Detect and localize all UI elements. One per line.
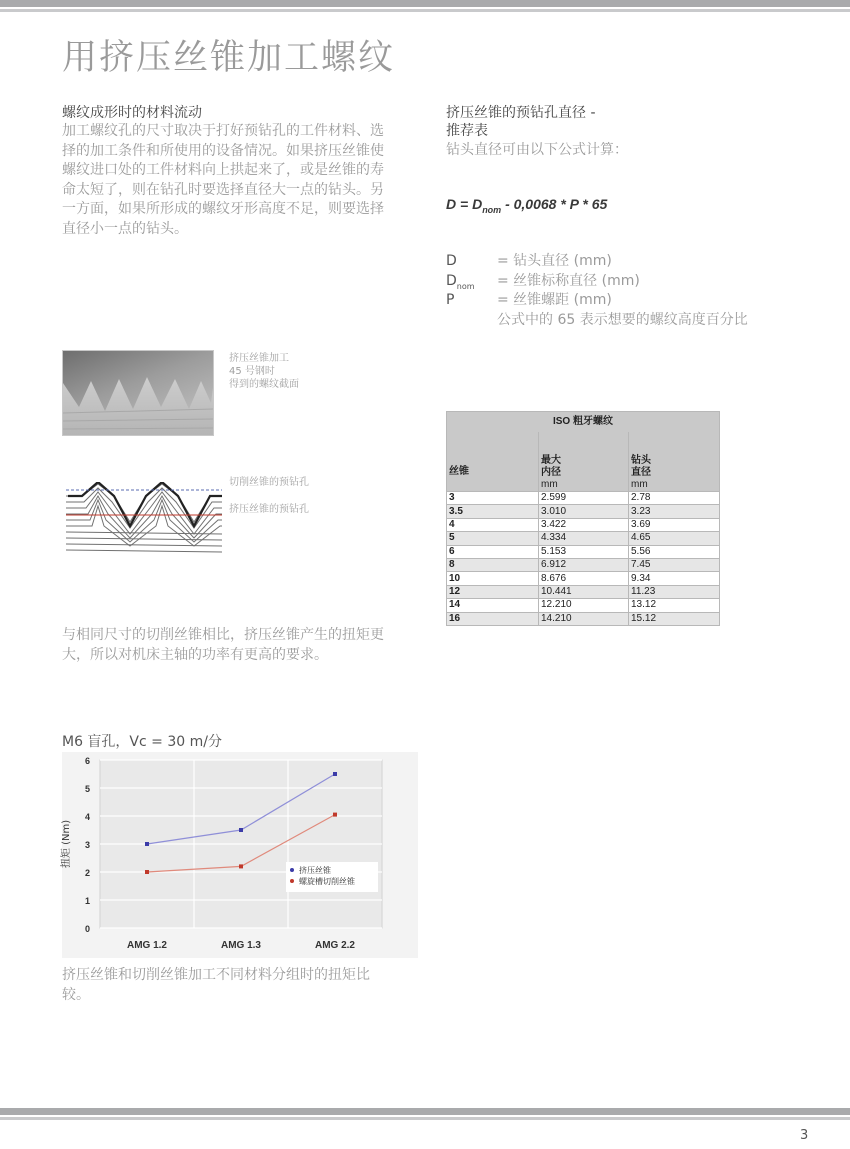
label-form-tap-hole: 挤压丝锥的预钻孔 bbox=[229, 504, 309, 515]
x-tick-label: AMG 1.2 bbox=[126, 940, 168, 951]
flow-line: 螺纹进口处的工件材料向上拱起来了，或是丝锥的寿 bbox=[62, 162, 384, 178]
cell-drill-dia: 3.23 bbox=[629, 505, 720, 518]
header-spacer bbox=[449, 478, 536, 491]
header-drill-dia bbox=[629, 432, 720, 492]
table-row bbox=[447, 505, 720, 518]
cell-tap-size: 8 bbox=[447, 558, 539, 571]
cell-max-minor-dia: 6.912 bbox=[539, 558, 629, 571]
cell-tap-size: 3 bbox=[447, 492, 539, 505]
table-body bbox=[447, 492, 720, 626]
bottom-rule bbox=[0, 1108, 850, 1115]
cell-max-minor-dia: 8.676 bbox=[539, 572, 629, 585]
header-line: 直径 bbox=[631, 467, 651, 478]
flow-paragraph bbox=[62, 122, 432, 239]
y-tick-label: 2 bbox=[84, 868, 90, 878]
definition-row bbox=[446, 252, 806, 272]
table-row bbox=[447, 585, 720, 598]
header-tap-text: 丝锥 bbox=[449, 466, 469, 477]
table-row bbox=[447, 545, 720, 558]
cell-drill-dia: 9.34 bbox=[629, 572, 720, 585]
formula-lhs: D = D bbox=[446, 196, 483, 212]
cell-tap-size: 6 bbox=[447, 545, 539, 558]
cell-drill-dia: 11.23 bbox=[629, 585, 720, 598]
definition-row bbox=[446, 272, 806, 292]
table-row bbox=[447, 599, 720, 612]
formula-rhs: - 0,0068 * P * 65 bbox=[501, 196, 608, 212]
cell-tap-size: 10 bbox=[447, 572, 539, 585]
formula-definitions bbox=[446, 252, 806, 330]
table-row bbox=[447, 612, 720, 625]
cell-drill-dia: 15.12 bbox=[629, 612, 720, 625]
cell-drill-dia: 3.69 bbox=[629, 518, 720, 531]
cell-max-minor-dia: 14.210 bbox=[539, 612, 629, 625]
definition-symbol bbox=[446, 252, 457, 272]
cell-drill-dia: 7.45 bbox=[629, 558, 720, 571]
data-point bbox=[145, 842, 149, 846]
data-point bbox=[145, 870, 149, 874]
chart-caption bbox=[62, 966, 432, 1005]
label-cut-tap-hole: 切削丝锥的预钻孔 bbox=[229, 477, 309, 488]
symbol-text: P bbox=[446, 292, 455, 308]
torque-paragraph bbox=[62, 626, 432, 665]
legend-marker bbox=[290, 868, 294, 872]
definition-row bbox=[446, 311, 806, 331]
symbol-text: D bbox=[446, 253, 457, 269]
legend-label: 螺旋槽切削丝锥 bbox=[299, 877, 355, 886]
cell-max-minor-dia: 3.010 bbox=[539, 505, 629, 518]
caption-line: 45 号钢时 bbox=[229, 366, 275, 377]
cell-drill-dia: 2.78 bbox=[629, 492, 720, 505]
flow-line: 择的加工条件和所使用的设备情况。如果挤压丝锥使 bbox=[62, 142, 384, 159]
header-unit: mm bbox=[541, 479, 558, 490]
chart-heading: M6 盲孔，Vc = 30 m/分 bbox=[62, 734, 222, 750]
y-tick-label: 1 bbox=[84, 896, 90, 906]
photo-caption bbox=[229, 352, 299, 391]
flow-line: 直径小一点的钻头。 bbox=[62, 220, 188, 237]
flow-line: 一方面，如果所形成的螺纹牙形高度不足，则要选择 bbox=[62, 201, 384, 217]
cell-tap-size: 16 bbox=[447, 612, 539, 625]
cell-drill-dia: 5.56 bbox=[629, 545, 720, 558]
table-row bbox=[447, 558, 720, 571]
torque-line: 大，所以对机床主轴的功率有更高的要求。 bbox=[62, 646, 328, 663]
table-row bbox=[447, 518, 720, 531]
header-line: 内径 bbox=[541, 467, 561, 478]
definition-text: = 丝锥螺距 (mm) bbox=[497, 292, 612, 308]
definition-text: = 钻头直径 (mm) bbox=[497, 253, 612, 269]
flow-line: 加工螺纹孔的尺寸取决于打好预钻孔的工件材料、选 bbox=[62, 123, 384, 139]
torque-chart bbox=[56, 752, 418, 960]
cell-max-minor-dia: 2.599 bbox=[539, 492, 629, 505]
definition-row bbox=[446, 291, 806, 311]
table-title: ISO 粗牙螺纹 bbox=[447, 412, 720, 432]
cell-tap-size: 14 bbox=[447, 599, 539, 612]
caption-line: 挤压丝锥加工 bbox=[229, 353, 289, 364]
y-tick-label: 0 bbox=[84, 924, 90, 934]
pre-drill-diagram bbox=[62, 482, 227, 560]
header-unit: mm bbox=[631, 479, 648, 490]
formula-subscript: nom bbox=[482, 204, 502, 215]
drill-formula bbox=[446, 196, 607, 215]
definition-symbol bbox=[446, 291, 454, 311]
data-point bbox=[333, 813, 337, 817]
legend-label: 挤压丝锥 bbox=[299, 866, 331, 875]
cell-tap-size: 5 bbox=[447, 532, 539, 545]
chart-caption-line: 较。 bbox=[62, 986, 90, 1003]
cell-drill-dia: 4.65 bbox=[629, 532, 720, 545]
table-row bbox=[447, 492, 720, 505]
header-line: 钻头 bbox=[631, 455, 651, 466]
y-tick-label: 4 bbox=[84, 812, 90, 822]
y-tick-label: 5 bbox=[84, 784, 90, 794]
torque-line: 与相同尺寸的切削丝锥相比，挤压丝锥产生的扭矩更 bbox=[62, 627, 384, 643]
flow-heading: 螺纹成形时的材料流动 bbox=[62, 105, 202, 121]
thread-section-photo bbox=[62, 350, 214, 436]
page-title: 用挤压丝锥加工螺纹 bbox=[62, 38, 396, 78]
cell-tap-size: 4 bbox=[447, 518, 539, 531]
x-tick-label: AMG 2.2 bbox=[314, 940, 356, 951]
cell-max-minor-dia: 5.153 bbox=[539, 545, 629, 558]
drill-heading bbox=[446, 104, 596, 140]
cell-max-minor-dia: 10.441 bbox=[539, 585, 629, 598]
symbol-text: D bbox=[446, 272, 457, 289]
data-point bbox=[333, 772, 337, 776]
drill-intro: 钻头直径可由以下公式计算： bbox=[446, 142, 628, 158]
data-point bbox=[239, 828, 243, 832]
table-header-row bbox=[447, 432, 720, 492]
caption-line: 得到的螺纹截面 bbox=[229, 379, 299, 390]
symbol-subscript: nom bbox=[456, 281, 475, 291]
definition-note: 公式中的 65 表示想要的螺纹高度百分比 bbox=[497, 311, 748, 328]
chart-caption-line: 挤压丝锥和切削丝锥加工不同材料分组时的扭矩比 bbox=[62, 967, 370, 983]
table-row bbox=[447, 532, 720, 545]
cell-max-minor-dia: 12.210 bbox=[539, 599, 629, 612]
cell-tap-size: 3.5 bbox=[447, 505, 539, 518]
legend-marker bbox=[290, 879, 294, 883]
page-number: 3 bbox=[800, 1128, 809, 1143]
top-rule bbox=[0, 0, 850, 7]
table-title-row bbox=[447, 412, 720, 432]
y-tick-label: 3 bbox=[84, 840, 90, 850]
drill-heading-line: 推荐表 bbox=[446, 123, 488, 139]
x-tick-label: AMG 1.3 bbox=[220, 940, 262, 951]
y-tick-label: 6 bbox=[84, 756, 90, 766]
y-axis-label: 扭矩 (Nm) bbox=[61, 819, 72, 869]
header-max-minor bbox=[539, 432, 629, 492]
definition-text: = 丝锥标称直径 (mm) bbox=[497, 272, 640, 289]
bottom-rule-thin bbox=[0, 1117, 850, 1120]
data-point bbox=[239, 864, 243, 868]
header-tap bbox=[447, 432, 539, 492]
table-row bbox=[447, 572, 720, 585]
drill-heading-line: 挤压丝锥的预钻孔直径 - bbox=[446, 105, 596, 121]
cell-max-minor-dia: 4.334 bbox=[539, 532, 629, 545]
flow-line: 命太短了，则在钻孔时要选择直径大一点的钻头。另 bbox=[62, 181, 384, 198]
top-rule-thin bbox=[0, 9, 850, 12]
iso-coarse-thread-table bbox=[446, 411, 720, 626]
cell-tap-size: 12 bbox=[447, 585, 539, 598]
cell-drill-dia: 13.12 bbox=[629, 599, 720, 612]
header-line: 最大 bbox=[541, 455, 561, 466]
cell-max-minor-dia: 3.422 bbox=[539, 518, 629, 531]
